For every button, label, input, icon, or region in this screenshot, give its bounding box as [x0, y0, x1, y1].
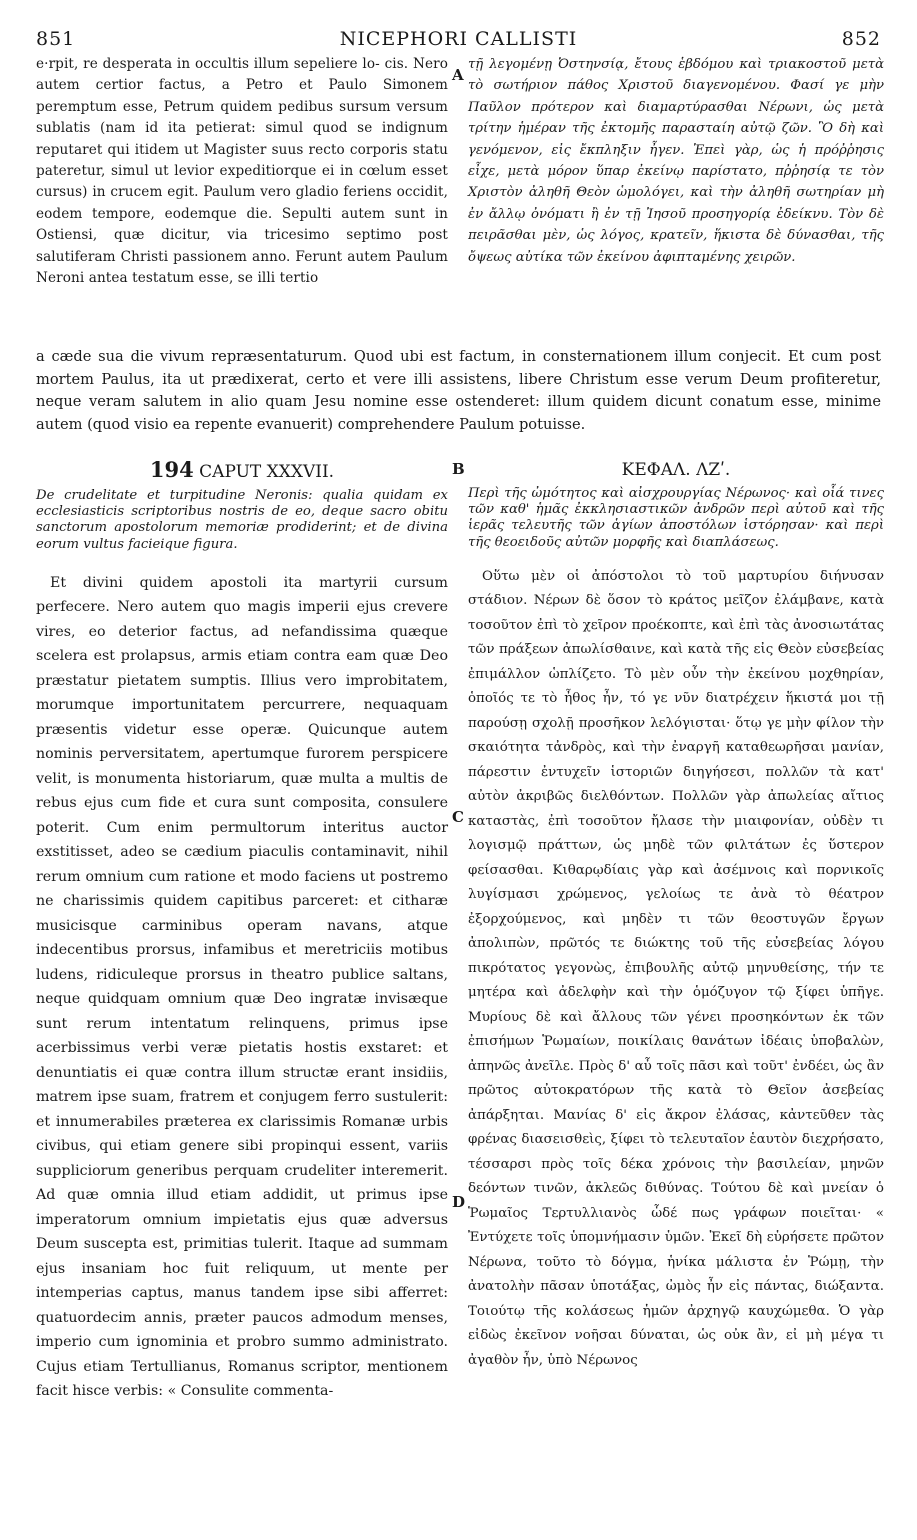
latin-column-top	[36, 54, 448, 289]
greek-column-top	[468, 54, 884, 268]
greek-chapter-summary: Περὶ τῆς ὠμότητος καὶ αἰσχρουργίας Νέρωνος· καὶ οἷά τινες τῶν καθ' ἡμᾶς ἐκκλησιαστικῶν ἀνδρῶν περὶ αὐτοῦ καὶ τῆς ἱερᾶς τελευτῆς τῶν ἁγίων ἀποστόλων ἱστόρησαν· καὶ περὶ τῆς θεοειδοῦς αὐτῶν μορφῆς καὶ διαπλάσεως.	[468, 486, 884, 550]
page-number-left: 851	[36, 28, 76, 50]
running-title: NICEPHORI CALLISTI	[339, 28, 578, 50]
greek-chapter-title: ΚΕΦΑΛ. ΛΖʹ.	[621, 460, 731, 480]
top-columns	[36, 54, 884, 354]
margin-marker-c: C	[452, 808, 464, 826]
latin-chapter	[36, 458, 448, 1404]
full-width-paragraph	[36, 346, 881, 436]
greek-chapter	[468, 458, 884, 1373]
margin-marker-d: D	[452, 1193, 466, 1211]
latin-chapter-title: CAPUT XXXVII.	[199, 462, 335, 482]
greek-top-text: τῇ λεγομένῃ Ὀστηνσίᾳ, ἔτους ἑβδόμου καὶ τριακοστοῦ μετὰ τὸ σωτήριον πάθος Χριστοῦ διαγενομένου. Φασί γε μὴν Παῦλον πρότερον καὶ διαμαρτύρασθαι Νέρωνι, ὡς μετὰ τρίτην ἡμέραν τῆς ἐκτομῆς παρασταίη αὐτῷ ζῶν. Ὃ δὴ καὶ γενόμενον, εἰς ἔκπληξιν ἦγεν. Ἐπεὶ γὰρ, ὡς ἡ πρόῤῥησις εἶχε, μετὰ μόρον ὕπαρ ἐκείνῳ παρίστατο, πῤῥησίᾳ τε τὸν Χριστὸν ἀληθῆ Θεὸν ὡμολόγει, καὶ τὴν ἀληθῆ σωτηρίαν μὴ ἐν ἄλλῳ ὀνόματι ἢ ἐν τῇ Ἰησοῦ προσηγορίᾳ ἐδείκνυ. Τὸν δὲ πειρᾶσθαι μὲν, ὡς λόγος, κρατεῖν, ἥκιστα δὲ δύνασθαι, τῆς ὄψεως αὐτίκα τῶν ἐκείνου ἀφιπταμένης χειρῶν.	[468, 57, 884, 265]
latin-chapter-heading	[36, 458, 448, 484]
greek-chapter-heading	[468, 458, 884, 482]
full-width-text: a cæde sua die vivum repræsentaturum. Quod ubi est factum, in consternationem illum conjecit. Et cum post mortem Paulus, ita ut prædixerat, certo et vere illi assistens, libere Christum esse verum Deum profiteretur, neque veram salutem in alio quam Jesu nomine esse ostenderet: illum quidem dicunt conatum esse, minime autem (quod visio ea repente evanuerit) comprehendere Paulum potuisse.	[36, 348, 881, 433]
latin-chapter-body: Et divini quidem apostoli ita martyrii cursum perfecere. Nero autem quo magis imperii ejus crevere vires, eo deterior factus, ad nefandissima quæque scelera est prolapsus, armis etiam contra eam quæ Deo præstatur pietatem sumptis. Illius vero improbitatem, morumque importunitatem percurrere, nequaquam præsentis videtur esse operæ. Quicunque autem nominis perversitatem, apertumque furorem perspicere velit, is monumenta historiarum, quæ multa a multis de rebus ejus cum fide et cura sunt composita, consulere poterit. Cum enim permultorum interitus auctor exstitisset, adeo se cædium piaculis contaminavit, nihil rerum omnium cum ratione et modo faciens ut postremo ne charissimis quidem capitibus parceret: et citharæ musicisque carminibus operam navans, atque indecentibus prorsus, infamibus et meretriciis motibus ludens, ridiculeque prorsus in theatro publice saltans, neque quidquam omnium quæ Deo ingratæ invisæque sunt rerum intentatum relinquens, primus ipse acerbissimus verbi veræ pietatis hostis exstaret: et denuntiatis ei quæ contra illum structæ erant insidiis, matrem ipse suam, fratrem et conjugem ferro sustulerit: et innumerabiles præterea ex clarissimis Romanæ urbis civibus, qui etiam genere sibi propinqui essent, variis suppliciorum generibus perquam crudeliter interemerit. Ad quæ omnia illud etiam addidit, ut primus ipse imperatorum omnium impietatis ejus quæ adversus Deum suscepta est, primitias tulerit. Itaque ad summam ejus insaniam hoc fuit reliquum, ut mente per intemperias captus, manus tandem ipse sibi afferret: quatuordecim annis, præter paucos admodum menses, imperio cum ignominia et probro summo administrato. Cujus etiam Tertullianus, Romanus scriptor, mentionem facit hisce verbis: « Consulite commenta-	[36, 574, 448, 1400]
chapter-number: 194	[149, 457, 194, 482]
latin-top-text: e·rpit, re desperata in occultis illum sepeliere lo- cis. Nero autem certior factus, a Petro et Paulo Simonem peremptum esse, Petrum quidem pedibus sursum versum sublatis (nam id ita petierat: simul quod se indignum reputaret qui itidem ut Magister suus recto corporis statu pateretur, simul ut levior expeditiorque ei in cœlum esset cursus) in crucem egit. Paulum vero gladio feriens occidit, eodem tempore, eodemque die. Sepulti autem sunt in Ostiensi, quæ dicitur, via tricesimo septimo post salutiferam Christi passionem anno. Ferunt autem Paulum Neroni antea testatum esse, se illi tertio	[36, 56, 448, 287]
page	[36, 28, 884, 1400]
margin-marker-b: B	[452, 460, 465, 478]
running-header	[36, 28, 881, 54]
greek-chapter-body: Οὕτω μὲν οἱ ἀπόστολοι τὸ τοῦ μαρτυρίου διήνυσαν στάδιον. Νέρων δὲ ὅσον τὸ κράτος μεῖζον ἐλάμβανε, κατὰ τοσοῦτον ἐπὶ τὸ χεῖρον προέκοπτε, καὶ ἐπὶ τὰς ἀνοσιωτάτας τῶν πράξεων ἀπωλίσθαινε, καὶ κατὰ τῆς εἰς Θεὸν εὐσεβείας ἐπιμάλλον ὡπλίζετο. Τὸ μὲν οὖν τὴν ἐκείνου μοχθηρίαν, ὁποῖός τε τὸ ἦθος ἦν, τό γε νῦν διατρέχειν ἥκιστά μοι τῇ παρούσῃ σχολῇ προσῆκον λελόγισται· ὅτῳ γε μὴν φίλον τὴν σκαιότητα τἀνδρὸς, καὶ τὴν ἐναργῆ καταθεωρῆσαι μανίαν, πάρεστιν ἐντυχεῖν ἱστοριῶν διηγήσεσι, πολλῶν τὰ κατ' αὐτὸν ἀκριβῶς διελθόντων. Πολλῶν γὰρ ἀπωλείας αἴτιος καταστὰς, ἐπὶ τοσοῦτον ἤλασε τὴν μιαιφονίαν, οὐδὲν τι λογισμῷ πράττων, ὡς μηδὲ τῶν φιλτάτων ἐς ὕστερον φείσασθαι. Κιθαρῳδίαις γὰρ καὶ ἀσέμνοις καὶ πορνικοῖς λυγίσμασι χρώμενος, γελοίως τε ἀνὰ τὸ θέατρον ἐξορχούμενος, καὶ μηδὲν τι τῶν θεοστυγῶν ἔργων ἀπολιπὼν, πρῶτός τε διώκτης τοῦ τῆς εὐσεβείας λόγου πικρότατος γεγονὼς, ἐπιβουλῆς αὐτῷ μηνυθείσης, τήν τε μητέρα καὶ ἀδελφὴν καὶ τὴν ὁμόζυγον τῷ ξίφει ὑπῆγε. Μυρίους δὲ καὶ ἄλλους τῶν γένει προσηκόντων ἐκ τῶν ἐπισήμων Ῥωμαίων, ποικίλαις θανάτων ἰδέαις ὑποβαλὼν, ἀπηνῶς ἀνεῖλε. Πρὸς δ' αὖ τοῖς πᾶσι καὶ τοῦτ' ἐνδέει, ὡς ἂν πρῶτος αὐτοκρατόρων τῆς κατὰ τὸ Θεῖον ἀσεβείας ἀπάρξηται. Μανίας δ' εἰς ἄκρον ἐλάσας, κἀντεῦθεν τὰς φρένας διασεισθεὶς, ξίφει τὸ τελευταῖον ἑαυτὸν διεχρήσατο, τέσσαρσι πρὸς τοῖς δέκα χρόνοις τὴν βασιλείαν, μηνῶν δεόντων τινῶν, ἀκλεῶς διθύνας. Τούτου δὲ καὶ μνείαν ὁ Ῥωμαῖος Τερτυλλιανὸς ὧδέ πως γράφων ποιεῖται· « Ἐντύχετε τοῖς ὑπομνήμασιν ὑμῶν. Ἐκεῖ δὴ εὑρήσετε πρῶτον Νέρωνα, τοῦτο τὸ δόγμα, ἡνίκα μάλιστα ἐν Ῥώμῃ, τὴν ἀνατολὴν πᾶσαν ὑποτάξας, ὠμὸς ἦν εἰς πάντας, διώξαντα. Τοιούτῳ τῆς κολάσεως ἡμῶν ἀρχηγῷ καυχώμεθα. Ὁ γὰρ εἰδὼς ἐκεῖνον νοῆσαι δύναται, ὡς οὐκ ἂν, εἰ μὴ μέγα τι ἀγαθὸν ἦν, ὑπὸ Νέρωνος	[468, 568, 884, 1368]
margin-marker-a: A	[452, 66, 464, 84]
page-number-right: 852	[841, 28, 881, 50]
latin-chapter-summary: De crudelitate et turpitudine Neronis: qualia quidam ex ecclesiasticis scriptoribus nostris de eo, deque sacro obitu sanctorum apostolorum memoriæ prodiderint; et de divina eorum vultus facieique figura.	[36, 488, 448, 552]
